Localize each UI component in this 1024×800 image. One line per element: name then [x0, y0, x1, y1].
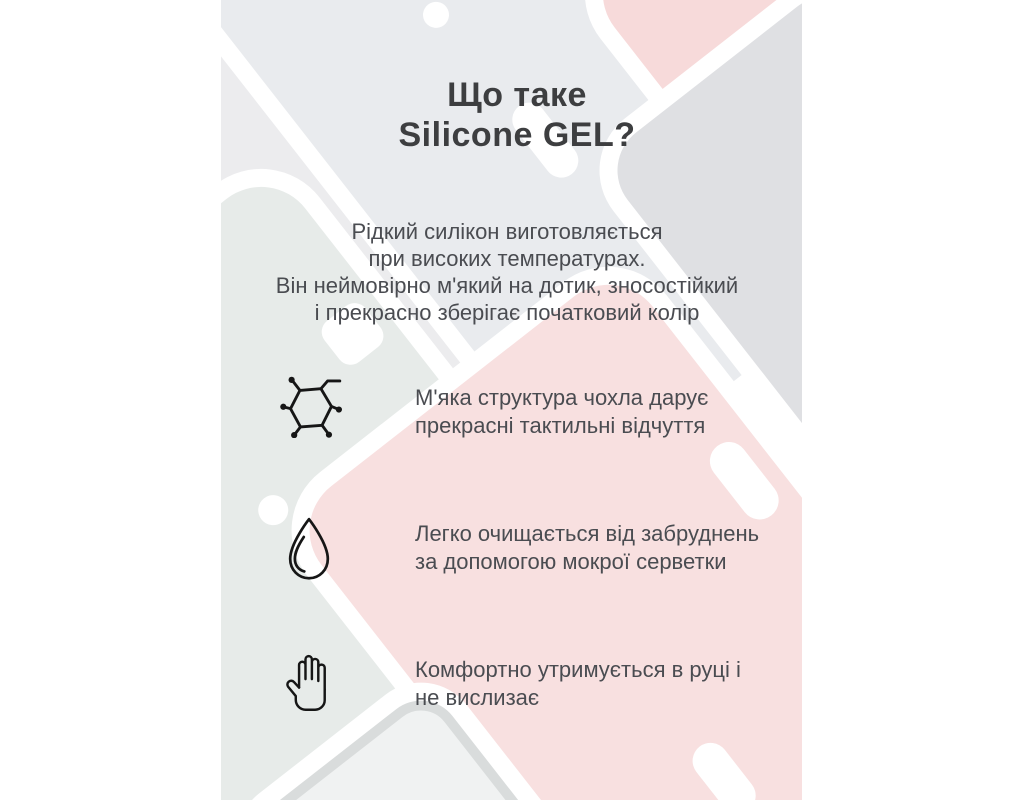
intro-line: Він неймовірно м'який на дотик, зносостійкий	[275, 273, 739, 298]
intro-paragraph	[0, 218, 1019, 326]
intro-line: при високих температурах.	[368, 246, 646, 271]
feature-1-text	[415, 384, 708, 440]
feature-3-line2: не вислизає	[415, 685, 540, 710]
feature-3-text	[415, 656, 741, 712]
water-drop-icon	[286, 516, 332, 583]
feature-2-text	[415, 520, 759, 576]
page-title-line1: Що таке	[447, 75, 587, 114]
feature-3-line1: Комфортно утримується в руці і	[415, 657, 741, 682]
feature-2-line1: Легко очищається від забруднень	[415, 521, 760, 546]
page-title-line2: Silicone GEL?	[398, 115, 636, 154]
feature-2-line2: за допомогою мокрої серветки	[415, 549, 727, 574]
molecule-icon	[280, 376, 342, 438]
intro-line: і прекрасно зберігає початковий колір	[314, 300, 700, 325]
feature-1-line2: прекрасні тактильні відчуття	[415, 413, 706, 438]
page-title	[5, 75, 1024, 155]
intro-line: Рідкий силікон виготовляється	[351, 219, 663, 244]
hand-icon	[284, 649, 333, 713]
feature-1-line1: М'яка структура чохла дарує	[415, 385, 709, 410]
